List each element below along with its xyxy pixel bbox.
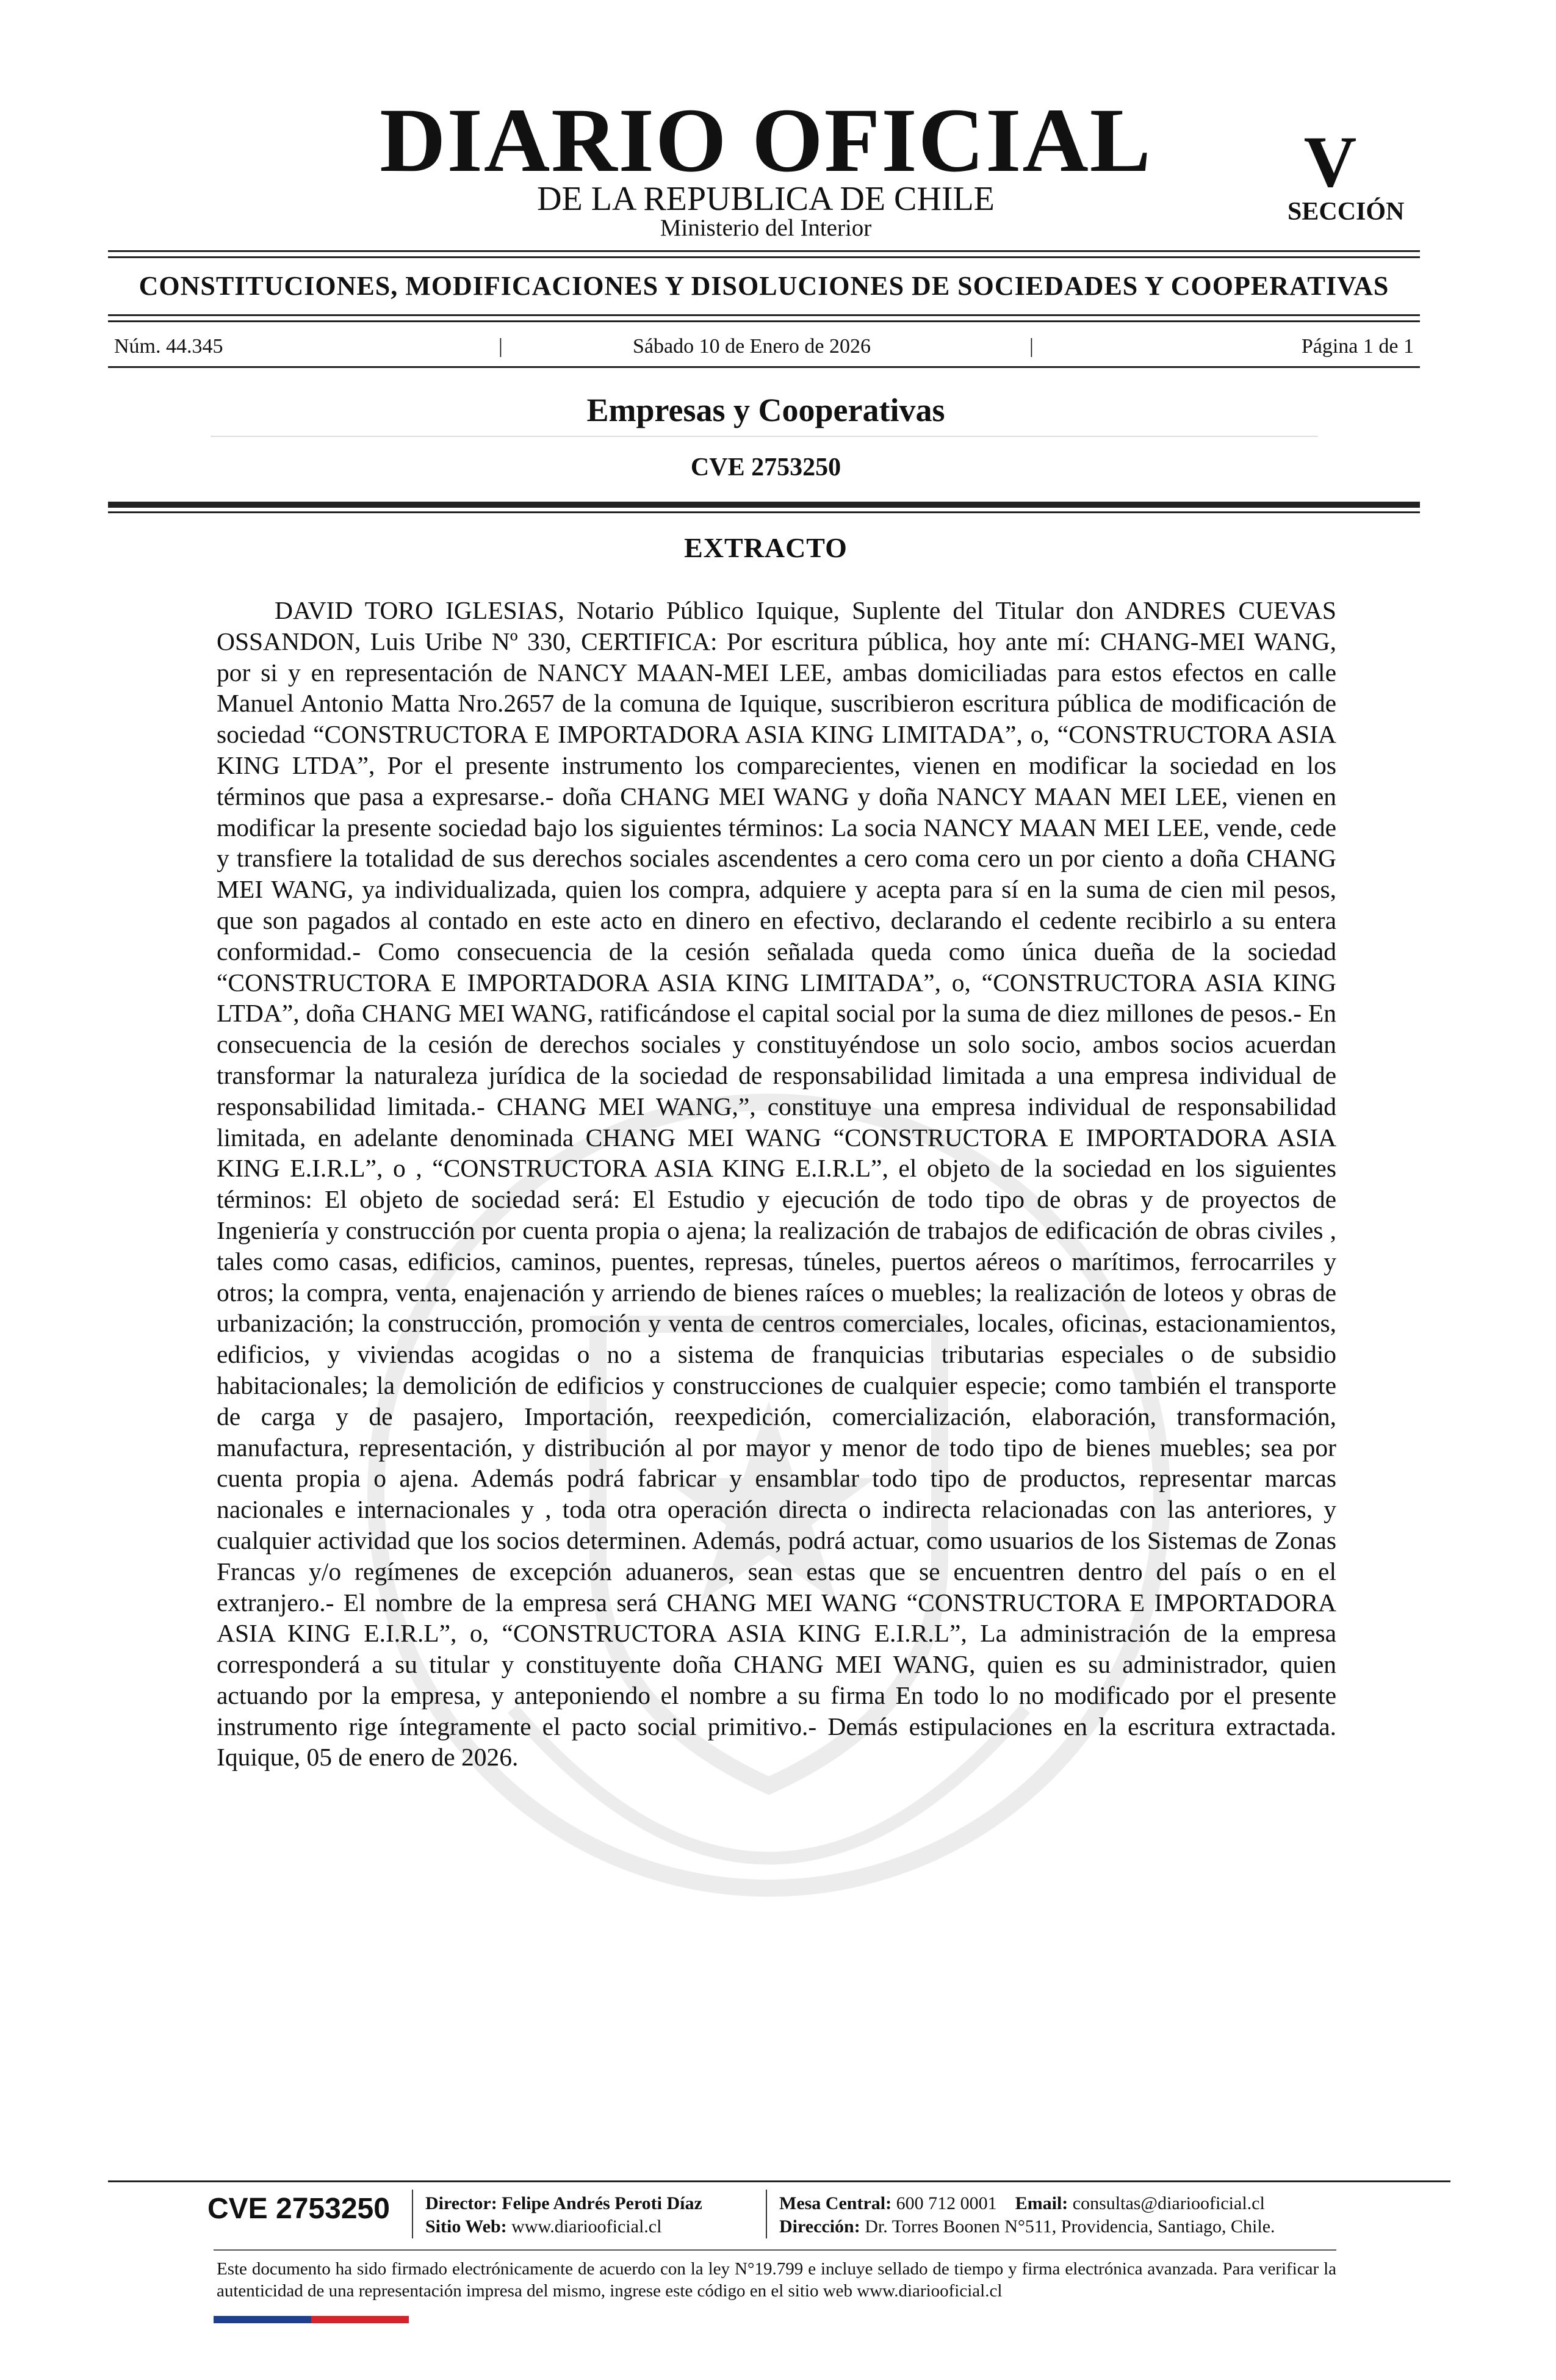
divider bbox=[108, 250, 1420, 252]
website-link[interactable]: www.diariooficial.cl bbox=[511, 2216, 662, 2237]
masthead-ministry: Ministerio del Interior bbox=[660, 215, 872, 241]
mesa-label: Mesa Central: bbox=[779, 2193, 892, 2213]
email-link[interactable]: consultas@diariooficial.cl bbox=[1072, 2193, 1265, 2213]
footer-contact-col-1 bbox=[425, 2192, 702, 2238]
section-heading: Empresas y Cooperativas bbox=[586, 392, 945, 428]
issue-date: Sábado 10 de Enero de 2026 bbox=[633, 335, 871, 358]
director-name: Felipe Andrés Peroti Díaz bbox=[502, 2193, 702, 2213]
flag-stripe-red bbox=[311, 2316, 409, 2323]
email-label: Email: bbox=[1015, 2193, 1068, 2213]
flag-stripe-blue bbox=[214, 2316, 311, 2323]
divider bbox=[108, 366, 1420, 368]
section-letter: V bbox=[1303, 121, 1357, 202]
issue-separator: | bbox=[1029, 335, 1034, 358]
footer-divider bbox=[214, 2249, 1336, 2251]
address-label: Dirección: bbox=[779, 2216, 860, 2237]
director-label: Director: bbox=[425, 2193, 497, 2213]
mesa-phone: 600 712 0001 bbox=[896, 2193, 997, 2213]
extract-title: EXTRACTO bbox=[684, 532, 848, 563]
issue-info-row bbox=[108, 331, 1420, 362]
extract-body: DAVID TORO IGLESIAS, Notario Público Iquique, Suplente del Titular don ANDRES CUEVAS OSSANDON, Luis Uribe Nº 330, CERTIFICA: Por escritura pública, hoy ante mí: CHANG-MEI WANG, por si y en representación de NANCY MAAN-MEI LEE, ambas domiciliadas para estos efectos en calle Manuel Antonio Matta Nro.2657 de la comuna de Iquique, suscribieron escritura pública de modificación de sociedad “CONSTRUCTORA E IMPORTADORA ASIA KING LIMITADA”, o, “CONSTRUCTORA ASIA KING LTDA”, Por el presente instrumento los comparecientes, vienen en modificar la sociedad en los términos que pasa a expresarse.- doña CHANG MEI WANG y doña NANCY MAAN MEI LEE, vienen en modificar la presente sociedad bajo los siguientes términos: La socia NANCY MAAN MEI LEE, vende, cede y transfiere la totalidad de sus derechos sociales ascendentes a cero coma cero un por ciento a doña CHANG MEI WANG, ya individualizada, quien los compra, adquiere y acepta para sí en la suma de cien mil pesos, que son pagados al contado en este acto en dinero en efectivo, declarando el cedente recibirlo a su entera conformidad.- Como consecuencia de la cesión señalada queda como única dueña de la sociedad “CONSTRUCTORA E IMPORTADORA ASIA KING LIMITADA”, o, “CONSTRUCTORA ASIA KING LTDA”, doña CHANG MEI WANG, ratificándose el capital social por la suma de diez millones de pesos.- En consecuencia de la cesión de derechos sociales y constituyéndose un solo socio, ambos socios acuerdan transformar la naturaleza jurídica de la sociedad de responsabilidad limitada a una empresa individual de responsabilidad limitada.- CHANG MEI WANG,”, constituye una empresa individual de responsabilidad limitada, en adelante denominada CHANG MEI WANG “CONSTRUCTORA E IMPORTADORA ASIA KING E.I.R.L”, o , “CONSTRUCTORA ASIA KING E.I.R.L”, el objeto de la sociedad en los siguientes términos: El objeto de sociedad será: El Estudio y ejecución de todo tipo de obras y de proyectos de Ingeniería y construcción por cuenta propia o ajena; la realización de trabajos de edificación de obras civiles , tales como casas, edificios, caminos, puentes, represas, túneles, puertos aéreos o marítimos, ferrocarriles y otros; la compra, venta, enajenación y arriendo de bienes raíces o muebles; la realización de loteos y obras de urbanización; la construcción, promoción y venta de centros comerciales, locales, oficinas, estacionamientos, edificios, y viviendas acogidas o no a sistema de franquicias tributarias especiales o de subsidio habitacionales; la demolición de edificios y construcciones de cualquier especie; como también el transporte de carga y de pasajero, Importación, reexpedición, comercialización, elaboración, transformación, manufactura, representación, y distribución al por mayor y menor de todo tipo de bienes muebles; sea por cuenta propia o ajena. Además podrá fabricar y ensamblar todo tipo de productos, representar marcas nacionales e internacionales y , toda otra operación directa o indirecta relacionadas con las anteriores, y cualquier actividad que los socios determinen. Además, podrá actuar, como usuarios de los Sistemas de Zonas Francas y/o regímenes de excepción aduaneros, sean estas que se encuentren dentro del país o en el extranjero.- El nombre de la empresa será CHANG MEI WANG “CONSTRUCTORA E IMPORTADORA ASIA KING E.I.R.L”, o, “CONSTRUCTORA ASIA KING E.I.R.L”, La administración de la empresa corresponderá a su titular y constituyente doña CHANG MEI WANG, quien es su administrador, quien actuando por la empresa, y anteponiendo el nombre a su firma En todo lo no modificado por el presente instrumento rige íntegramente el pacto social primitivo.- Demás estipulaciones en la escritura extractada. Iquique, 05 de enero de 2026. bbox=[217, 596, 1336, 1772]
cve-code: CVE 2753250 bbox=[690, 453, 841, 481]
footer-divider bbox=[108, 2180, 1450, 2182]
divider bbox=[108, 256, 1420, 258]
divider bbox=[211, 436, 1318, 437]
masthead-title: DIARIO OFICIAL bbox=[380, 90, 1152, 191]
footer-separator bbox=[766, 2190, 767, 2238]
issue-separator: | bbox=[499, 335, 503, 358]
footer-contact-col-2 bbox=[779, 2192, 1275, 2238]
website-label: Sitio Web: bbox=[425, 2216, 507, 2237]
issue-page: Página 1 de 1 bbox=[1301, 335, 1414, 358]
footer-separator bbox=[412, 2190, 413, 2238]
category-heading: CONSTITUCIONES, MODIFICACIONES Y DISOLUCIONES DE SOCIEDADES Y COOPERATIVAS bbox=[139, 271, 1389, 301]
footer-legal-note: Este documento ha sido firmado electrónicamente de acuerdo con la ley N°19.799 e incluye sellado de tiempo y firma electrónica avanzada. Para verificar la autenticidad de una representación impresa del mismo, ingrese este código en el sitio web www.diariooficial.cl bbox=[217, 2259, 1336, 2301]
divider bbox=[108, 502, 1420, 508]
divider bbox=[108, 320, 1420, 322]
divider bbox=[108, 511, 1420, 513]
footer-cve-code: CVE 2753250 bbox=[207, 2193, 390, 2225]
divider bbox=[108, 314, 1420, 316]
issue-number: Núm. 44.345 bbox=[114, 335, 223, 358]
section-label: SECCIÓN bbox=[1288, 198, 1405, 226]
address-value: Dr. Torres Boonen N°511, Providencia, Santiago, Chile. bbox=[865, 2216, 1275, 2237]
masthead-subtitle: DE LA REPUBLICA DE CHILE bbox=[537, 180, 995, 218]
